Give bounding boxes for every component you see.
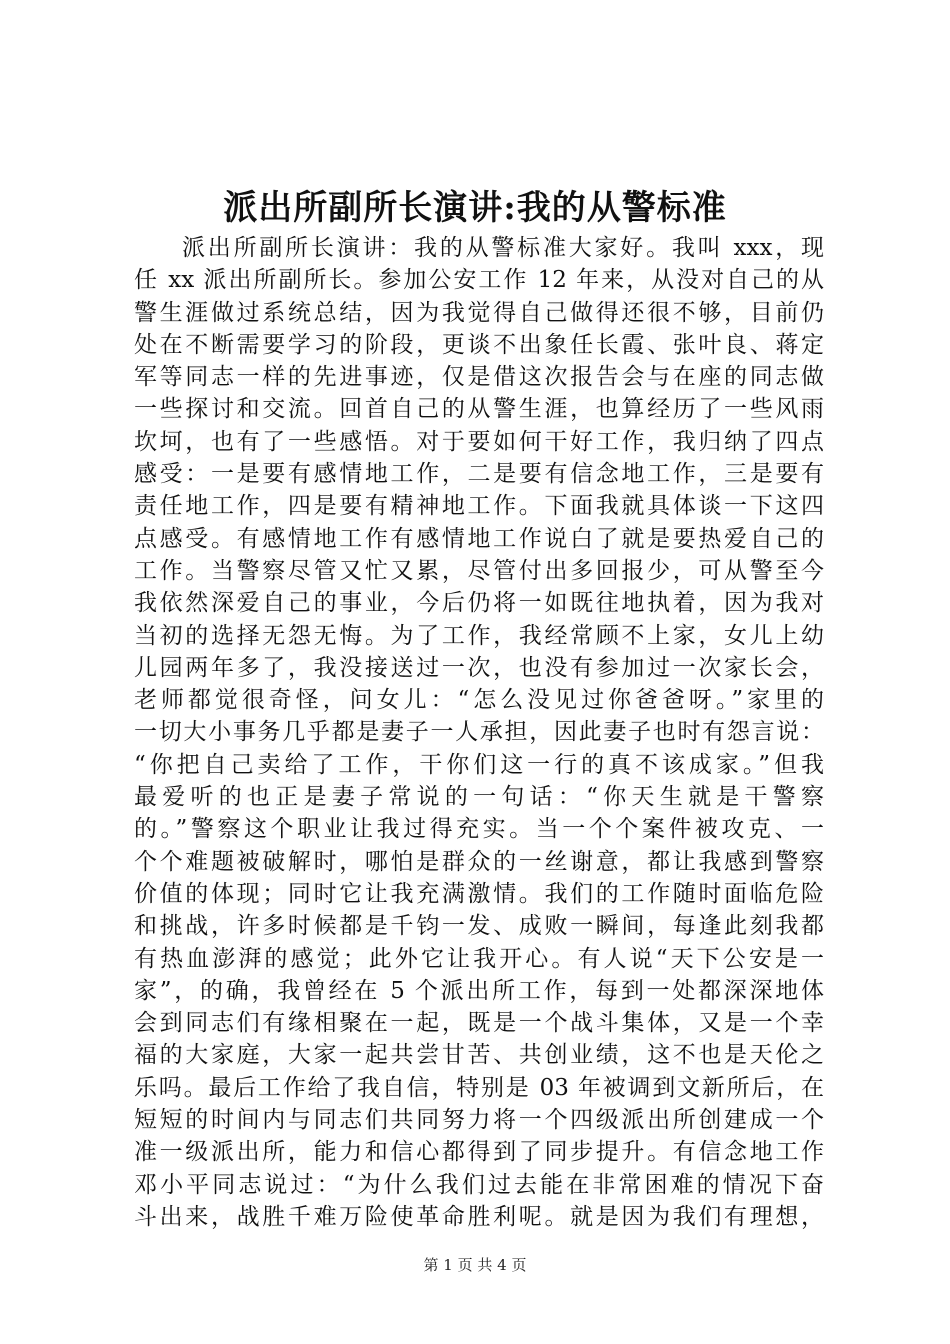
body-text-line: 我依然深爱自己的事业，今后仍将一如既往地执着，因为我对: [134, 590, 824, 617]
body-text-line: “你把自己卖给了工作，干你们这一行的真不该成家。”但我: [134, 751, 824, 778]
body-text-line: 儿园两年多了，我没接送过一次，也没有参加过一次家长会，: [134, 654, 824, 681]
body-text-line: 短短的时间内与同志们共同努力将一个四级派出所创建成一个: [134, 1107, 824, 1134]
body-text-line: 坎坷，也有了一些感悟。对于要如何干好工作，我归纳了四点: [134, 428, 824, 455]
body-text-line: 准一级派出所，能力和信心都得到了同步提升。有信念地工作: [134, 1139, 824, 1166]
document-body: [134, 232, 824, 1233]
body-text-line: 感受：一是要有感情地工作，二是要有信念地工作，三是要有: [134, 461, 824, 488]
body-text-line: 军等同志一样的先进事迹，仅是借这次报告会与在座的同志做: [134, 364, 824, 391]
body-text-line: 工作。当警察尽管又忙又累，尽管付出多回报少，可从警至今: [134, 557, 824, 584]
body-text-line: 一切大小事务几乎都是妻子一人承担，因此妻子也时有怨言说：: [134, 719, 824, 746]
body-text-line: 派出所副所长演讲：我的从警标准大家好。我叫 xxx，现: [182, 235, 824, 261]
body-text-line: 福的大家庭，大家一起共尝甘苦、共创业绩，这不也是天伦之: [134, 1042, 824, 1069]
body-text-line: 最爱听的也正是妻子常说的一句话：“你天生就是干警察: [134, 784, 824, 811]
body-text-line: 邓小平同志说过：“为什么我们过去能在非常困难的情况下奋: [134, 1171, 824, 1198]
body-text-line: 乐吗。最后工作给了我自信，特别是 03 年被调到文新所后，在: [134, 1074, 824, 1101]
body-text-line: 的。”警察这个职业让我过得充实。当一个个案件被攻克、一: [134, 816, 824, 843]
body-text-line: 点感受。有感情地工作有感情地工作说白了就是要热爱自己的: [134, 525, 824, 552]
body-text-line: 和挑战，许多时候都是千钧一发、成败一瞬间，每逢此刻我都: [134, 913, 824, 940]
page-footer: 第 1 页 共 4 页: [423, 1256, 527, 1274]
body-text-line: 一些探讨和交流。回首自己的从警生涯，也算经历了一些风雨: [134, 396, 824, 423]
body-text-line: 责任地工作，四是要有精神地工作。下面我就具体谈一下这四: [134, 493, 824, 520]
body-text-line: 会到同志们有缘相聚在一起，既是一个战斗集体，又是一个幸: [134, 1010, 824, 1037]
body-text-line: 处在不断需要学习的阶段，更谈不出象任长霞、张叶良、蒋定: [134, 331, 824, 358]
body-text-line: 警生涯做过系统总结，因为我觉得自己做得还很不够，目前仍: [134, 299, 824, 326]
body-text-line: 老师都觉很奇怪，问女儿：“怎么没见过你爸爸呀。”家里的: [134, 687, 824, 714]
body-text-line: 当初的选择无怨无悔。为了工作，我经常顾不上家，女儿上幼: [134, 622, 824, 649]
body-text-line: 家”，的确，我曾经在 5 个派出所工作，每到一处都深深地体: [134, 977, 824, 1004]
document-title: 派出所副所长演讲:我的从警标准: [223, 188, 727, 228]
body-text-line: 有热血澎湃的感觉；此外它让我开心。有人说“天下公安是一: [134, 945, 824, 972]
body-text-line: 价值的体现；同时它让我充满激情。我们的工作随时面临危险: [134, 880, 824, 907]
body-text-line: 任 xx 派出所副所长。参加公安工作 12 年来，从没对自己的从: [134, 267, 824, 294]
body-text-line: 个个难题被破解时，哪怕是群众的一丝谢意，都让我感到警察: [134, 848, 824, 875]
body-text-line: 斗出来，战胜千难万险使革命胜利呢。就是因为我们有理想，: [134, 1203, 824, 1230]
